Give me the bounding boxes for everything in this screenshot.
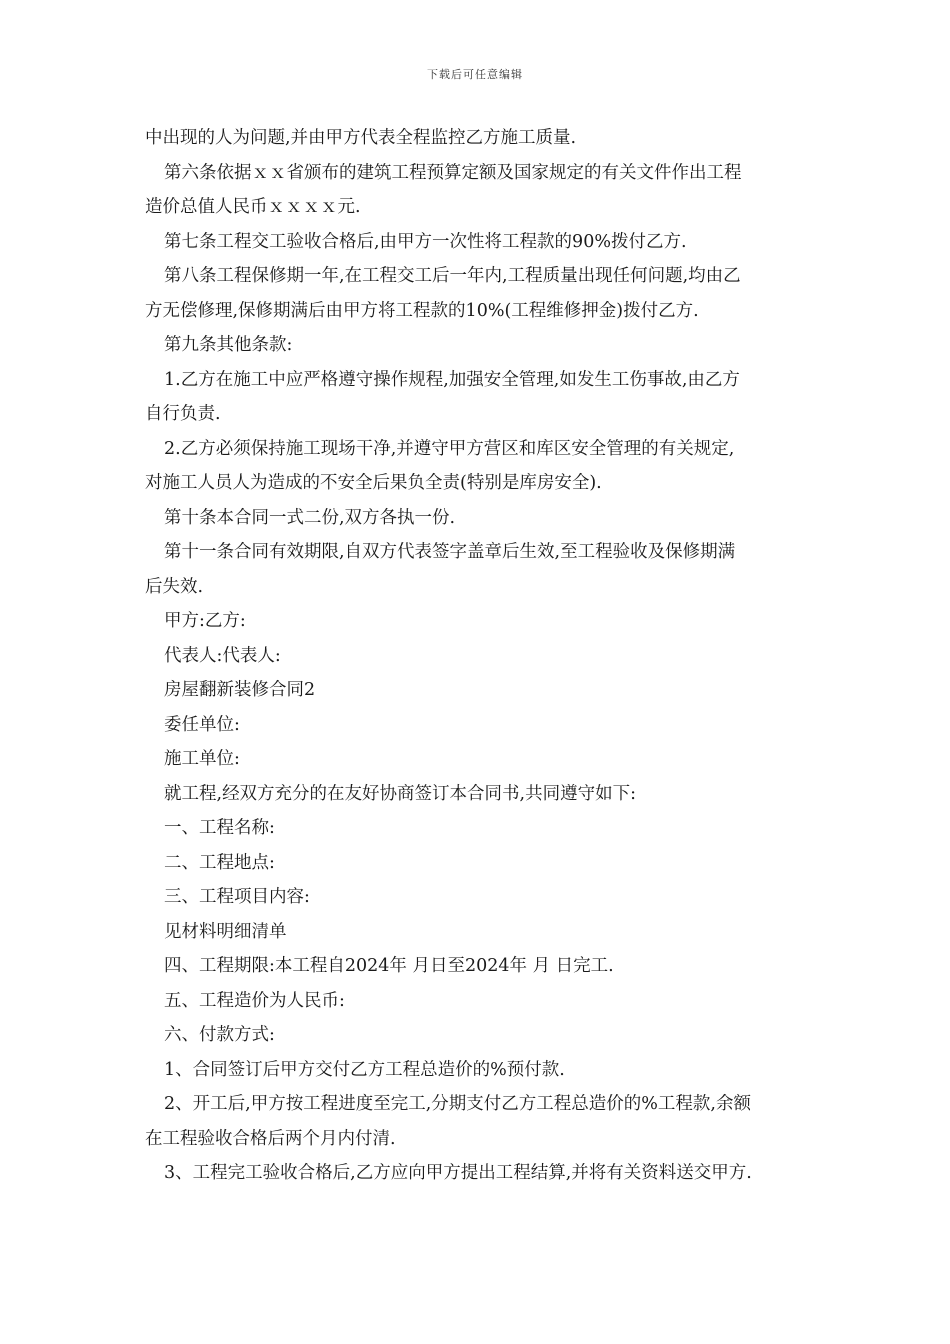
document-body (145, 121, 815, 1191)
text-line: 第九条其他条款: (164, 335, 293, 355)
text-line: 委任单位: (164, 714, 240, 735)
page-header: 下载后可任意编辑 (427, 68, 523, 81)
text-line: 五、工程造价为人民币: (164, 990, 345, 1011)
text-line: 自行负责. (145, 404, 221, 424)
text-line: 1.乙方在施工中应严格遵守操作规程,加强安全管理,如发生工伤事故,由乙方 (164, 369, 740, 390)
text-line: 中出现的人为问题,并由甲方代表全程监控乙方施工质量. (145, 128, 577, 148)
text-line: 六、付款方式: (164, 1025, 275, 1045)
text-line: 3、工程完工验收合格后,乙方应向甲方提出工程结算,并将有关资料送交甲方. (164, 1163, 752, 1183)
text-line: 三、工程项目内容: (164, 887, 310, 907)
text-line: 造价总值人民币ｘｘｘｘ元. (145, 197, 361, 217)
text-line: 甲方:乙方: (164, 611, 246, 631)
text-line: 1、合同签订后甲方交付乙方工程总造价的%预付款. (164, 1059, 565, 1080)
text-line: 第八条工程保修期一年,在工程交工后一年内,工程质量出现任何问题,均由乙 (164, 266, 741, 286)
text-line: 施工单位: (164, 749, 240, 769)
text-line: 第十一条合同有效期限,自双方代表签字盖章后生效,至工程验收及保修期满 (164, 542, 736, 562)
text-line: 二、工程地点: (164, 852, 275, 873)
text-line: 后失效. (145, 576, 204, 597)
text-line: 方无偿修理,保修期满后由甲方将工程款的10%(工程维修押金)拨付乙方. (145, 300, 699, 321)
text-line: 就工程,经双方充分的在友好协商签订本合同书,共同遵守如下: (164, 783, 637, 804)
text-line: 见材料明细清单 (164, 921, 287, 942)
text-line: 第七条工程交工验收合格后,由甲方一次性将工程款的90%拨付乙方. (164, 231, 687, 252)
text-line: 第十条本合同一式二份,双方各执一份. (164, 507, 456, 528)
text-line: 第六条依据ｘｘ省颁布的建筑工程预算定额及国家规定的有关文件作出工程 (164, 162, 742, 183)
text-line: 房屋翻新装修合同2 (164, 680, 316, 700)
text-line: 在工程验收合格后两个月内付清. (145, 1128, 396, 1149)
text-line: 一、工程名称: (164, 818, 275, 838)
text-line: 四、工程期限:本工程自2024年 月日至2024年 月 日完工. (164, 956, 614, 976)
text-line: 2.乙方必须保持施工现场干净,并遵守甲方营区和库区安全管理的有关规定, (164, 438, 735, 459)
text-line: 代表人:代表人: (164, 645, 281, 666)
text-line: 对施工人员人为造成的不安全后果负全责(特别是库房安全). (145, 473, 602, 493)
text-line: 2、开工后,甲方按工程进度至完工,分期支付乙方工程总造价的%工程款,余额 (164, 1094, 751, 1114)
